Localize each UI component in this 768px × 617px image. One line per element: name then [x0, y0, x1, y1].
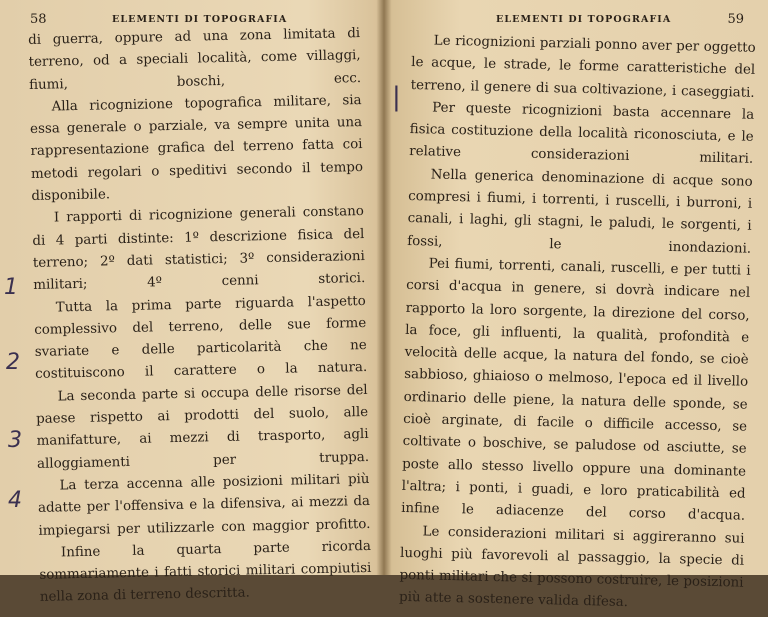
right-page-header: [386, 8, 768, 28]
right-paragraph-2: Per queste ricognizioni basta accennare la fisica costituzione della località riconosciuta, e le relative considerazioni militari.: [409, 100, 755, 168]
left-paragraph-4: Tutta la prima parte riguarda l'aspetto complessivo del terreno, delle sue forme svariate e delle particolarità che ne costituiscono il carattere o la natura.: [34, 293, 368, 383]
right-paragraph-3: Nella generica denominazione di acque sono compresi i fiumi, i torrenti, i ruscelli, i burroni, i canali, i laghi, gli stagni, le paludi, le sorgenti, i fossi, le inondazioni.: [407, 167, 753, 257]
left-paragraph-2: Alla ricognizione topografica militare, sia essa generale o parziale, va sempre unita una rappresentazione grafica del terreno fatta coi metodi regolari o speditivi secondo il tempo disponibile.: [29, 92, 364, 205]
margin-note-1: 1: [4, 275, 18, 300]
left-paragraph-5: La seconda parte si occupa delle risorse del paese rispetto ai prodotti del suolo, alle manifatture, ai mezzi di trasporto, agli alloggiamenti per truppa.: [36, 382, 370, 472]
margin-bracket-mark: |: [392, 82, 401, 112]
left-paragraph-7: Infine la quarta parte ricorda sommariamente i fatti storici militari compiutisi nella zona di terreno descritta.: [39, 538, 372, 606]
left-paragraph-1: di guerra, oppure ad una zona limitata di terreno, od a speciali località, come villaggi, fiumi, boschi, ecc.: [28, 26, 362, 93]
left-page-body: [28, 23, 372, 610]
margin-note-3: 3: [8, 428, 22, 453]
right-page-number: 59: [727, 12, 744, 27]
margin-note-4: 4: [8, 488, 22, 513]
left-running-head: ELEMENTI DI TOPOGRAFIA: [112, 14, 288, 25]
right-paragraph-1: Le ricognizioni parziali ponno aver per oggetto le acque, le strade, le forme caratteristiche del terreno, il genere di sua coltivazione, i caseggiati.: [410, 33, 756, 101]
left-paragraph-3: I rapporti di ricognizione generali constano di 4 parti distinte: 1º descrizione fisica del terreno; 2º dati statistici; 3º considerazioni militari; 4º cenni storici.: [32, 204, 366, 294]
right-page: [386, 0, 768, 611]
right-paragraph-4: Pei fiumi, torrenti, canali, ruscelli, e per tutti i corsi d'acqua in genere, si dovrà indicare nel rapporto la loro sorgente, la direzione del corso, la foce, gli influenti, la qualità, profondità e velocità delle acque, la natura del fondo, se cioè sabbioso, ghiaioso o melmoso, l'epoca ed il livello ordinario delle piene, la natura delle sponde, se cioè arginate, di facile o difficile accesso, se coltivate o boschive, se paludose od asciutte, se poste allo stesso livello oppure una dominante l'altra; i ponti, i guadi, e loro praticabilità ed infine le adiacenze del corso d'acqua.: [400, 256, 751, 524]
left-page: [0, 0, 384, 606]
right-page-body: [399, 30, 756, 617]
right-paragraph-5: Le considerazioni militari si aggireranno sui luoghi più favorevoli al passaggio, la specie di ponti militari che si possono costruire, le posizioni più atte a sostenere valida difesa.: [398, 523, 745, 611]
margin-note-2: 2: [6, 350, 20, 375]
right-running-head: ELEMENTI DI TOPOGRAFIA: [496, 14, 672, 25]
left-page-number: 58: [30, 12, 47, 27]
left-paragraph-6: La terza accenna alle posizioni militari più adatte per l'offensiva e la difensiva, ai mezzi da impiegarsi per utilizzarle con maggior profitto.: [37, 471, 371, 539]
